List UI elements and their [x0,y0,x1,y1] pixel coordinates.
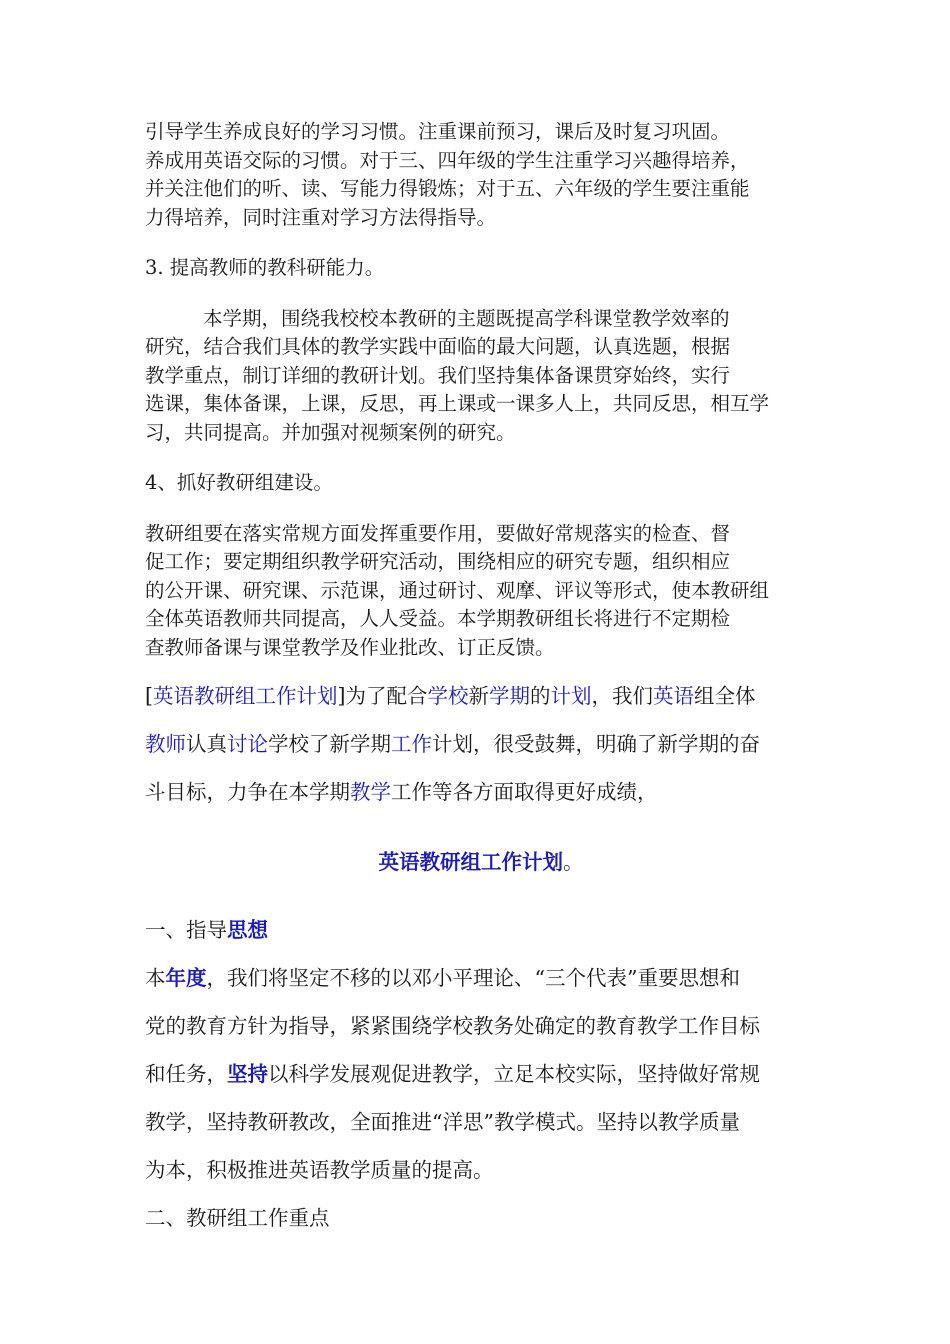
section-heading-work-focus: 二、教研组工作重点 [145,1206,330,1230]
link-school[interactable]: 学校 [427,684,469,708]
link-teacher[interactable]: 教师 [145,732,186,756]
heading-group-building: 4、抓好教研组建设。 [145,471,333,494]
intro-paragraph: [英语教研组工作计划]为了配合学校新学期的计划，我们英语组全体 教师认真讨论学校了新学期工作计划，很受鼓舞，明确了新学期的奋 斗目标，力争在本学期教学工作等各方面取得更好成绩， [145,684,760,804]
link-plan-2[interactable]: 计划 [550,684,592,708]
link-work[interactable]: 工作 [391,732,432,756]
paragraph-research [145,305,817,448]
text-line: 教研组要在落实常规方面发挥重要作用，要做好常规落实的检查、督 [145,521,731,545]
section-heading-guiding-thought: 一、指导思想 [145,918,268,942]
text-line: 研究，结合我们具体的教学实践中面临的最大问题，认真选题，根据 [145,335,731,358]
link-thought[interactable]: 思想 [227,918,268,942]
document-title: 英语教研组工作计划。 [378,850,584,874]
paragraph-guiding-thought: 本年度，我们将坚定不移的以邓小平理论、“三个代表”重要思想和 党的教育方针为指导，紧紧围绕学校教务处确定的教育教学工作目标 和任务，坚持以科学发展观促进教学，立足本校实际，坚持做好常规 教学，坚持教研教改，全面推进“洋思”教学模式。坚持以教学质量 为本，积极推进英语教学质量的提高。 [145,966,760,1182]
text-line: 本学期，围绕我校校本教研的主题既提高学科课堂教学效率的 [203,306,730,330]
text-line: 促工作；要定期组织教学研究活动，围绕相应的研究专题，组织相应 [145,550,731,573]
paragraph-group-building [145,520,817,663]
document-page [145,118,817,1242]
text-line: 的公开课、研究课、示范课，通过研讨、观摩、评议等形式，使本教研组 [145,578,770,602]
link-plan[interactable]: 英语教研组工作计划 [153,684,338,708]
text-line: 习，共同提高。并加强对视频案例的研究。 [145,420,516,444]
link-teaching[interactable]: 教学 [350,780,391,804]
text-line: 引导学生养成良好的学习习惯。注重课前预习，课后及时复习巩固。 [145,120,731,143]
text-line: 养成用英语交际的习惯。对于三、四年级的学生注重学习兴趣得培养， [145,148,750,172]
link-semester[interactable]: 学期 [489,684,530,708]
title-link[interactable]: 英语教研组工作计划 [378,850,563,874]
text-line: 全体英语教师共同提高，人人受益。本学期教研组长将进行不定期检 [145,607,731,630]
link-persist[interactable]: 坚持 [227,1062,268,1086]
text-line: 查教师备课与课堂教学及作业批改、订正反馈。 [145,635,555,659]
paragraph-study-habits [145,118,817,232]
text-line: 选课，集体备课，上课，反思，再上课或一课多人上，共同反思，相互学 [145,392,770,415]
text-line: 并关注他们的听、读、写能力得锻炼；对于五、六年级的学生要注重能 [145,177,750,200]
heading-research-ability: 3. 提高教师的教科研能力。 [145,256,385,279]
link-year[interactable]: 年度 [165,966,207,990]
text-line: 力得培养，同时注重对学习方法得指导。 [145,205,497,229]
link-english[interactable]: 英语 [653,684,694,708]
text-line: 教学重点，制订详细的教研计划。我们坚持集体备课贯穿始终，实行 [145,363,731,387]
link-discuss[interactable]: 讨论 [227,732,268,756]
